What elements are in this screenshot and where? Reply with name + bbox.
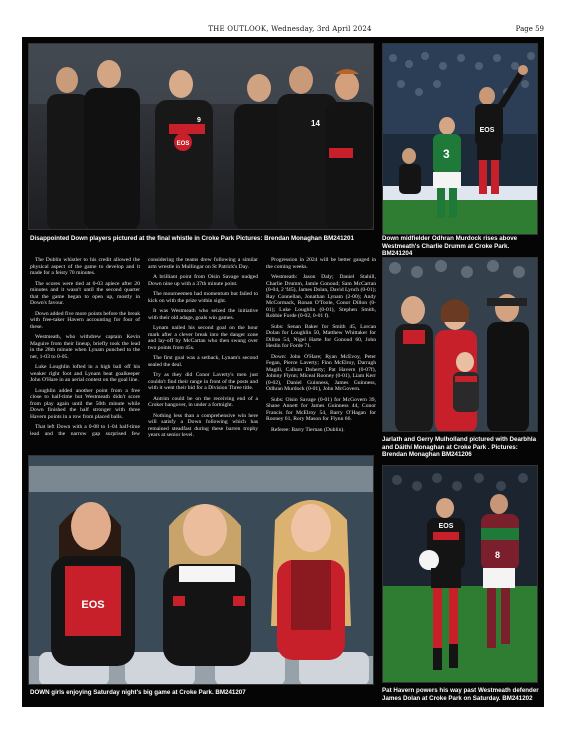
article-paragraph: Westmeath: Jason Daly; Daniel Stahill, Charlie Drumm, Jamie Gonoud; Sam McCartan (0-04, 2 'f45), James Dolan, David Lynch (0-01); Ray Connellan, Jonathan Lynam (2-00); Andy McCormack, Ronan O'Toole, Conor Dillon (0-01); Luke Loughlin (0-01), Stephen Smith, Robbie Forde (0-02, 0-01 f). <box>266 274 376 319</box>
page-number: Page 59 <box>515 25 544 33</box>
article-paragraph: Luke Loughlin lofted in a high ball off his weaker right foot and Lynam beat goalkeeper John O'Hare in an aerial contest on the goal line. <box>30 364 140 383</box>
article-paragraph: Nothing less than a comprehensive win here will satisfy a Down following which has remained steadfast during these barren trophy years at senior level. <box>148 412 258 438</box>
caption-mulholland-family: Jarlath and Gerry Mulholland pictured with Dearbhla and Dáithí Monaghan at Croke Park . Pictures: Brendan Monaghan BM241206 <box>382 436 537 459</box>
photo-havern-powers <box>382 465 538 683</box>
article-paragraph: The scores were tied at 0-03 apiece after 20 minutes and it wasn't until the second quarter that the game began to open up, mostly in Down's favour. <box>30 280 140 306</box>
article-paragraph: Referee: Barry Tiernan (Dublin). <box>271 426 345 433</box>
jersey-number-3: 3 <box>443 147 450 161</box>
article-paragraph: The mourneemen had momentum but failed to kick on with the prize within sight. <box>148 291 258 304</box>
caption-havern: Pat Havern powers his way past Westmeath defender James Dolan at Croke Park on Saturday. BM241202 <box>382 687 539 702</box>
article-paragraph: A brilliant point from Oisin Savage nudged Down nine up with a 37th minute point. <box>148 274 258 287</box>
photo-page-sheet <box>22 37 544 707</box>
article-paragraph: Down: John O'Hare; Ryan McEvoy, Peter Fegan, Pierce Laverty; Finn McElroy, Darragh Magill, Callum Doherty; Pat Havern (0-07f), Johnny Flynn; Miceal Rooney (0-01), Liam Kerr (0-02), Daniel Guinness, James Guinness, Odhran Murdock (0-01), John McGovern. <box>266 353 376 392</box>
caption-down-players: Disappointed Down players pictured at the final whistle in Croke Park Pictures: Brendan Monaghan BM241201 <box>30 235 354 242</box>
photo-family-image <box>383 258 538 432</box>
photo-down-girls <box>28 455 374 685</box>
jersey-sponsor-3: EOS <box>81 599 105 611</box>
photo-down-girls-image <box>29 456 374 685</box>
photo-mulholland-family <box>382 257 538 432</box>
article-paragraph: The first goal was a setback, Lynam's second sealed the deal. <box>148 355 258 368</box>
jersey-sponsor-2: EOS <box>479 127 495 134</box>
caption-murdock: Down midfielder Odhran Murdock rises above Westmeath's Charlie Drumm at Croke Park. BM241204 <box>382 235 518 258</box>
jersey-number-8: 8 <box>495 550 501 560</box>
article-paragraph: That left Down with a 0-08 to 1-04 half-time lead and the narrow gap surprised few considering the teams drew following a similar arm wrestle in Mullingar on St Patrick's Day. <box>30 257 258 437</box>
article-paragraph: Westmeath, who withdrew captain Kevin Maguire from their lineup, briefly took the lead in the 28th minute when Lynam punched to the net, 1-03 to 0-05. <box>30 334 140 360</box>
jersey-sponsor-4: EOS <box>438 523 454 530</box>
article-paragraph: Down added five more points before the break with free-taker Havern accounting for four of these. <box>30 310 140 330</box>
article-paragraph: Subs: Senan Baker for Smith 45, Lorcan Dolan for Loughlin 50, Matthew Whittaker for Dillon 54, Nigel Harte for Gonoud 60, John Heslin for Forde 71. <box>266 323 376 349</box>
jersey-number-14: 14 <box>311 119 320 128</box>
photo-murdock-rises <box>382 43 538 235</box>
article-paragraph: Loughlin added another point from a free close to half-time but Westmeath didn't score from play again until the 50th minute while Down finished the half stronger with three Havern points in a row from placed balls. <box>30 387 140 420</box>
article-paragraph: Antrim could be on the receiving end of a Croker hangover, in under a fortnight. <box>148 395 258 408</box>
article-paragraph: The Dublin whistler to his credit allowed the physical aspect of the game to develop and it made for a feisty 70 minutes. <box>30 257 140 276</box>
jersey-sponsor-1: EOS <box>176 141 190 147</box>
match-report-article <box>30 257 376 447</box>
article-paragraph: Progression in 2024 will be better gauged in the coming weeks. <box>266 257 376 270</box>
photo-murdock-image <box>383 44 538 235</box>
article-paragraph: Subs: Oisin Savage (0-01) for McGovern 39, Shane Annett for James Guinness 44, Conor Francis for McElroy 54, Barry O'Hagan for Rooney 61, Rory Mason for Flynn 66. <box>266 396 376 422</box>
photo-down-players-image <box>29 44 374 230</box>
article-paragraph: It was Westmeath who seized the initiative with their old adage, goals win games. <box>148 308 258 321</box>
page-header <box>0 0 580 36</box>
article-paragraph: Lynam nailed his second goal on the hour mark after a clever break into the danger zone and lay-off by McCartan who then swung over two points from 45s. <box>148 325 258 351</box>
publication-date: THE OUTLOOK, Wednesday, 3rd April 2024 <box>208 25 372 33</box>
caption-down-girls: DOWN girls enjoying Saturday night's big game at Croke Park. BM241207 <box>30 689 246 696</box>
photo-down-players-final-whistle <box>28 43 374 230</box>
photo-havern-image <box>383 466 538 683</box>
article-paragraph: Try as they did Conor Laverty's men just couldn't find their range in front of the posts and with it went their bid for a Division Three title. <box>148 372 258 391</box>
jersey-number-9: 9 <box>197 117 201 124</box>
